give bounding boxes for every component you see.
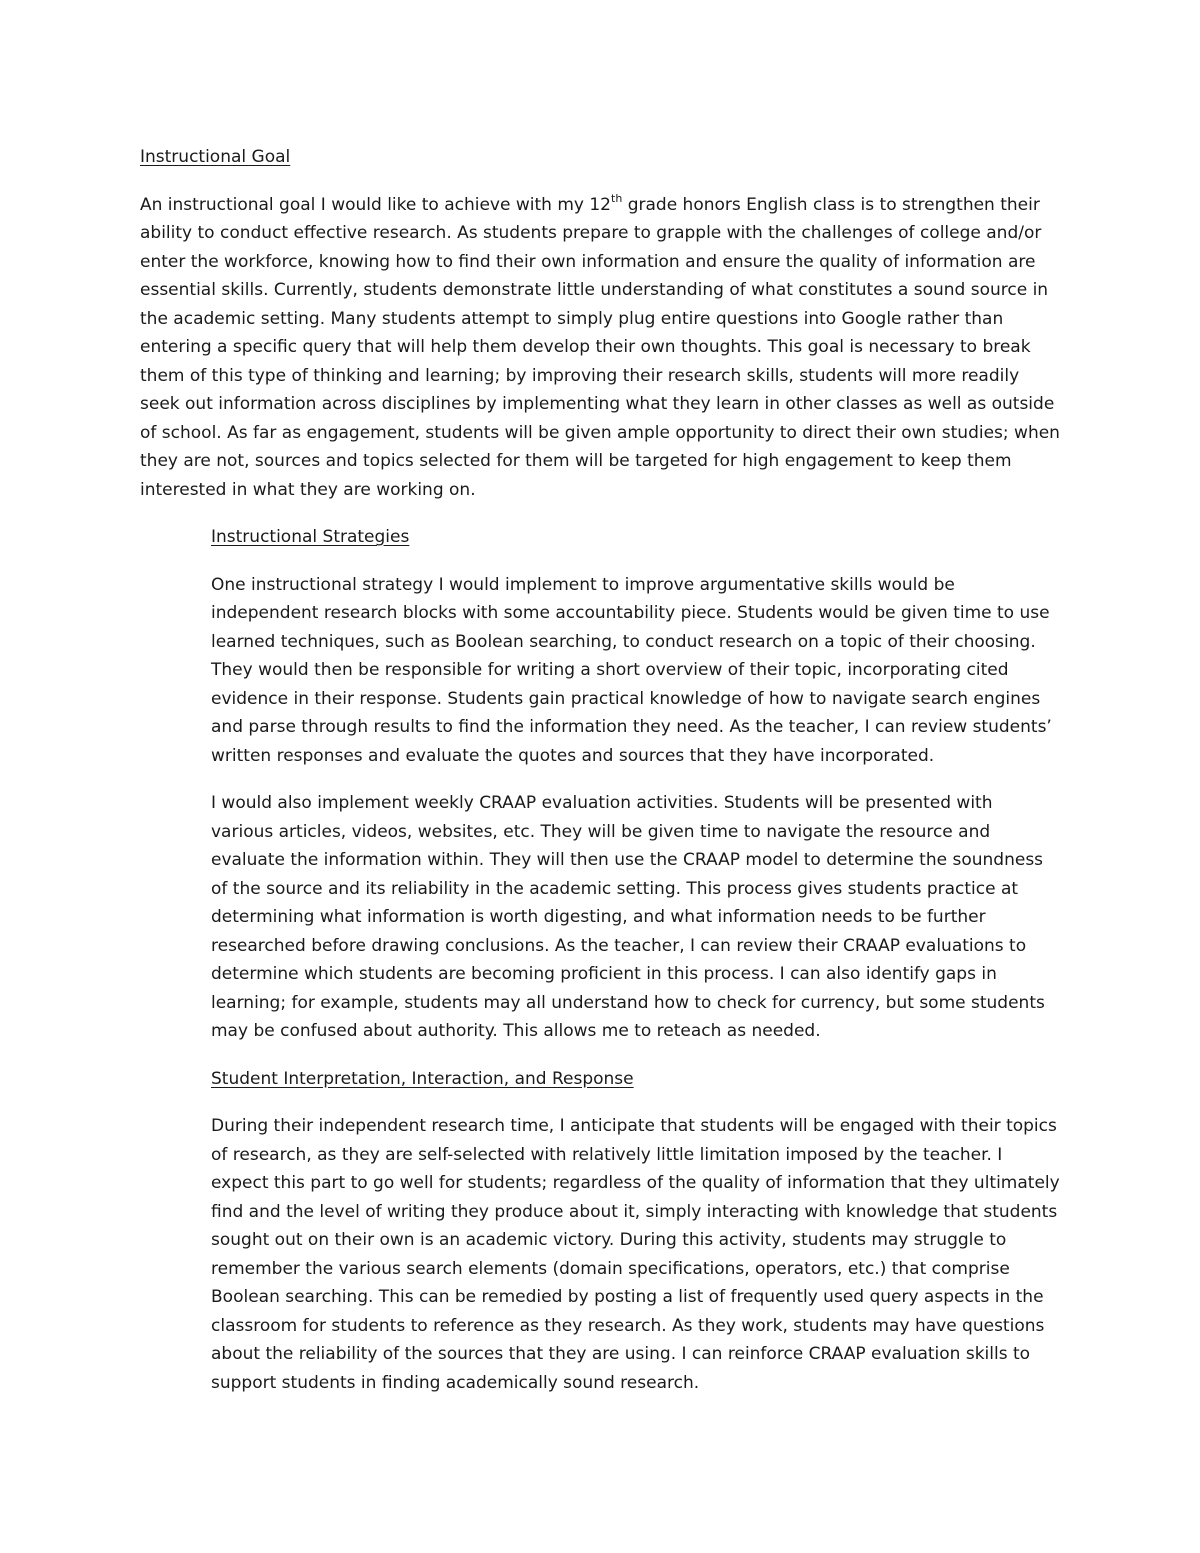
student-response-paragraph: During their independent research time, I anticipate that students will be engaged with their topics of research, as they are self-selected with relatively little limitation imposed by the teacher. I expect this part to go well for students; regardless of the quality of information that they ultimately find and the level of writing they produce about it, simply interacting with knowledge that students sought out on their own is an academic victory. During this activity, students may struggle to remember the various search elements (domain specifications, operators, etc.) that comprise Boolean searching. This can be remedied by posting a list of frequently used query aspects in the classroom for students to reference as they research. As they work, students may have questions about the reliability of the sources that they are using. I can reinforce CRAAP evaluation skills to support students in finding academically sound research. <box>211 1116 1060 1393</box>
goal-text-start: An instructional goal I would like to achieve with my 12 <box>140 194 611 215</box>
strategies-paragraph-research-blocks: One instructional strategy I would implement to improve argumentative skills would be independent research blocks with some accountability piece. Students would be given time to use learned techniques, such as Boolean searching, to conduct research on a topic of their choosing. They would then be responsible for writing a short overview of their topic, incorporating cited evidence in their response. Students gain practical knowledge of how to navigate search engines and parse through results to find the information they need. As the teacher, I can review students’ written responses and evaluate the quotes and sources that they have incorporated. <box>211 574 1052 766</box>
instructional-goal-heading: Instructional Goal <box>140 147 291 167</box>
instructional-strategies-heading: Instructional Strategies <box>211 527 410 547</box>
student-response-heading: Student Interpretation, Interaction, and Response <box>211 1068 634 1089</box>
strategies-paragraph-craap: I would also implement weekly CRAAP evaluation activities. Students will be presented with various articles, videos, websites, etc. They will be given time to navigate the resource and evaluate the information within. They will then use the CRAAP model to determine the soundness of the source and its reliability in the academic setting. This process gives students practice at determining what information is worth digesting, and what information needs to be further researched before drawing conclusions. As the teacher, I can review their CRAAP evaluations to determine which students are becoming proficient in this process. I can also identify gaps in learning; for example, students may all understand how to check for currency, but some students may be confused about authority. This allows me to reteach as needed. <box>211 793 1045 1041</box>
goal-text-end: grade honors English class is to strengthen their ability to conduct effective research. As students prepare to grapple with the challenges of college and/or enter the workforce, knowing how to find their own information and ensure the quality of information are essential skills. Currently, students demonstrate little understanding of what constitutes a sound source in the academic setting. Many students attempt to simply plug entire questions into Google rather than entering a specific query that will help them develop their own thoughts. This goal is necessary to break them of this type of thinking and learning; by improving their research skills, students will more readily seek out information across disciplines by implementing what they learn in other classes as well as outside of school. As far as engagement, students will be given ample opportunity to direct their own studies; when they are not, sources and topics selected for them will be targeted for high engagement to keep them interested in what they are working on. <box>140 194 1060 500</box>
instructional-goal-paragraph <box>140 191 1060 505</box>
document-body <box>140 143 1060 1397</box>
ordinal-superscript: th <box>611 191 623 205</box>
